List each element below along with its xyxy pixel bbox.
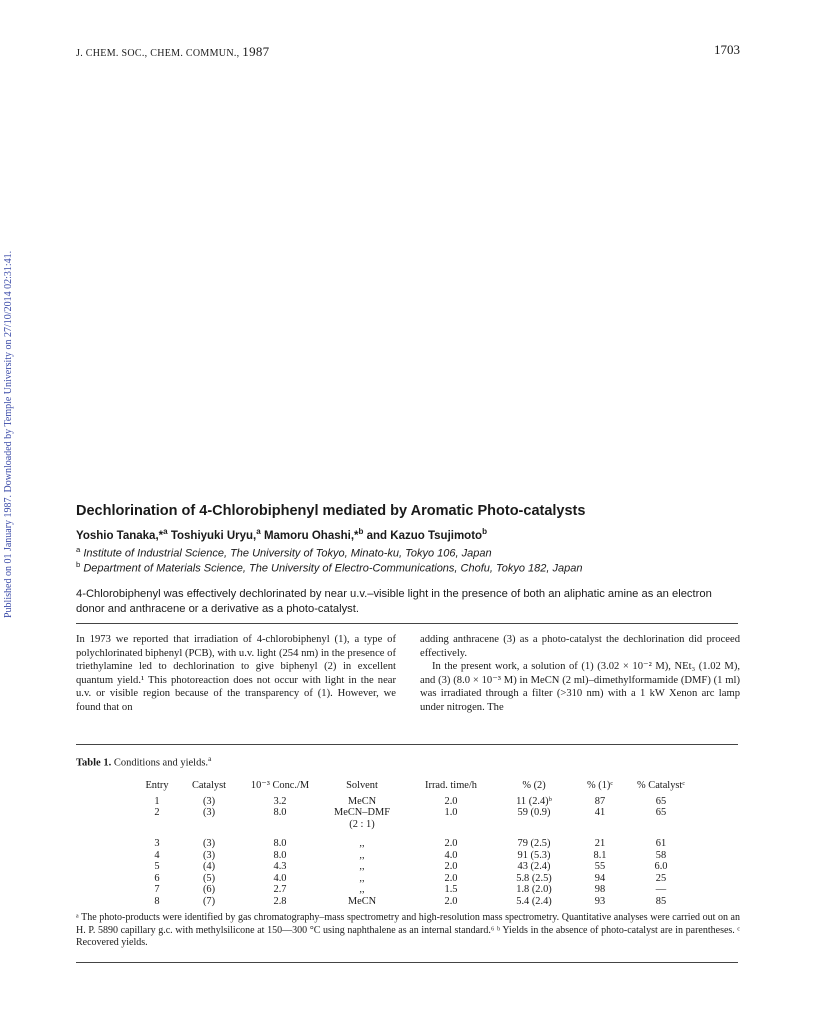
cell: (7)	[202, 895, 216, 907]
body-paragraph: In the present work, a solution of (1) (3.02 × 10⁻² M), NEt₃ (1.02 M), and (3) (8.0 × 10⁻³ M) in MeCN (2 ml)–dimethylformamide (DMF) (1 ml) was irradiated through a filter (>310 nm) with a 1 kW Xenon arc lamp under nitrogen. The	[420, 661, 740, 713]
affiliation-text: Institute of Industrial Science, The University of Tokyo, Minato-ku, Tokyo 106, Japan	[83, 547, 492, 560]
cell: 94	[594, 872, 606, 884]
cell: ,,	[359, 838, 365, 849]
cell: 2.0	[444, 872, 458, 884]
cell: 2.0	[444, 838, 458, 849]
author-affil-mark: a	[163, 527, 168, 536]
table-row	[140, 873, 696, 885]
cell: 91 (5.3)	[517, 849, 551, 861]
cell: 79 (2.5)	[517, 838, 551, 849]
cell: 59 (0.9)	[517, 807, 551, 818]
cell: 3	[154, 838, 160, 849]
cell: 41	[594, 807, 606, 818]
cell: 2.0	[444, 861, 458, 872]
cell: 1.0	[444, 807, 458, 818]
affiliation-text: Department of Materials Science, The University of Electro-Communications, Chofu, Tokyo 182, Japan	[83, 562, 583, 575]
abstract: 4-Chlorobiphenyl was effectively dechlorinated by near u.v.–visible light in the presence of both an aliphatic amine as an electron donor and anthracene or a derivative as a photo-catalyst.	[76, 588, 712, 615]
cell: MeCN–DMF	[333, 807, 390, 818]
cell: MeCN	[347, 795, 377, 807]
table-header-row	[140, 780, 696, 796]
col-header-conc: 10⁻³ Conc./M	[250, 780, 310, 791]
author-list	[76, 527, 487, 542]
cell: 8.0	[273, 838, 287, 849]
cell: 6	[154, 872, 160, 884]
journal-header	[76, 44, 269, 60]
cell	[494, 819, 574, 831]
cell: 2.0	[444, 795, 458, 807]
cell: 4	[154, 849, 160, 861]
author-affil-mark: b	[358, 527, 364, 536]
affiliation-a	[76, 545, 492, 560]
cell: ,,	[359, 872, 365, 884]
cell: (3)	[202, 795, 216, 807]
cell: 8	[154, 895, 160, 907]
cell: 2.8	[273, 895, 287, 907]
cell: 3.2	[273, 795, 287, 807]
cell: 2	[154, 807, 160, 818]
affiliation-mark: a	[76, 545, 81, 554]
cell: 11 (2.4)ᵇ	[516, 795, 552, 807]
cell: 25	[655, 872, 667, 884]
cell: 8.0	[273, 849, 287, 861]
cell: 65	[655, 795, 667, 807]
divider	[76, 623, 738, 624]
author-name: Kazuo Tsujimoto	[390, 529, 483, 542]
cell	[244, 819, 316, 831]
col-header-yield-2: % (2)	[522, 780, 546, 791]
affiliation-b	[76, 560, 582, 575]
cell: 93	[594, 895, 606, 907]
cell: 65	[655, 807, 667, 818]
cell	[140, 819, 174, 831]
table-row	[140, 896, 696, 908]
table-caption-text: Conditions and yields.	[113, 757, 209, 769]
cell: 5.8 (2.5)	[516, 872, 552, 884]
page-number: 1703	[714, 42, 740, 57]
cell: 1.8 (2.0)	[516, 884, 552, 895]
cell: —	[655, 884, 667, 895]
cell: 2.7	[273, 884, 287, 895]
body-column-left	[76, 633, 396, 715]
cell: (3)	[202, 838, 216, 849]
cell	[626, 819, 696, 831]
cell	[574, 819, 626, 831]
author-name: Mamoru Ohashi,*	[263, 529, 359, 542]
author-affil-mark: a	[256, 527, 261, 536]
journal-name: J. CHEM. SOC., CHEM. COMMUN.,	[76, 48, 240, 59]
cell: (4)	[202, 861, 216, 872]
col-header-solvent: Solvent	[346, 780, 378, 791]
table-caption	[76, 754, 211, 769]
author-name: Toshiyuki Uryu,	[170, 529, 257, 542]
table-row	[140, 850, 696, 862]
cell: 87	[594, 795, 606, 807]
article-title: Dechlorination of 4-Chlorobiphenyl mediated by Aromatic Photo-catalysts	[76, 503, 586, 519]
cell: ,,	[359, 861, 365, 872]
cell: (2 : 1)	[349, 818, 375, 830]
cell: 6.0	[654, 861, 668, 872]
cell: ,,	[359, 884, 365, 895]
spacer-cell	[140, 830, 696, 838]
journal-year: 1987	[242, 44, 270, 59]
table-spacer-row	[140, 830, 696, 838]
cell: 61	[655, 838, 667, 849]
cell	[408, 819, 494, 831]
body-column-right	[420, 633, 740, 715]
col-header-entry: Entry	[145, 780, 169, 791]
table-row	[140, 884, 696, 896]
table-row	[140, 838, 696, 850]
download-watermark[interactable]: Published on 01 January 1987. Downloaded by Temple University on 27/10/2014 02:31:41.	[3, 250, 14, 618]
cell: (5)	[202, 872, 216, 884]
results-table	[140, 780, 696, 907]
cell: 55	[594, 861, 606, 872]
cell: 8.1	[593, 849, 607, 861]
body-paragraph: adding anthracene (3) as a photo-catalyst the dechlorination did proceed effectively.	[420, 634, 740, 659]
body-paragraph: In 1973 we reported that irradiation of 4-chlorobiphenyl (1), a type of polychlorinated biphenyl (PCB), with u.v. light (254 nm) in the presence of triethylamine led to dechlorination to give biphenyl (2) in excellent quantum yield.¹ This photoreaction does not occur with light in the near u.v. or visible region because of the transparency of (1). However, we found that on	[76, 634, 396, 713]
cell: 1	[154, 795, 160, 807]
cell: 2.0	[444, 895, 458, 907]
table-row	[140, 796, 696, 808]
cell: 4.0	[444, 849, 458, 861]
cell: 58	[655, 849, 667, 861]
author-affil-mark: b	[482, 527, 487, 536]
cell: 21	[594, 838, 606, 849]
table-caption-footnote-mark: a	[208, 754, 212, 763]
divider	[76, 744, 738, 745]
col-header-catalyst: Catalyst	[191, 780, 227, 791]
cell: 5	[154, 861, 160, 872]
cell: (3)	[202, 807, 216, 818]
divider	[76, 962, 738, 963]
table-row	[140, 819, 696, 831]
cell: 85	[655, 895, 667, 907]
cell: 1.5	[444, 884, 458, 895]
table-label: Table 1.	[76, 757, 112, 769]
cell: 43 (2.4)	[517, 861, 551, 872]
cell: (6)	[202, 884, 216, 895]
col-header-irrad-time: Irrad. time/h	[425, 780, 477, 791]
cell: 98	[594, 884, 606, 895]
cell	[174, 819, 244, 831]
author-name: Yoshio Tanaka,*	[76, 529, 164, 542]
table-footnote: ᵃ The photo-products were identified by gas chromatography–mass spectrometry and high-resolution mass spectrometry. Quantitative analyses were carried out on an H. P. 5890 capillary g.c. with methylsilicone at 150—300 °C using naphthalene as an internal standard.⁶ ᵇ Yields in the absence of photo-catalyst are in parentheses. ᶜ Recovered yields.	[76, 912, 740, 948]
col-header-yield-1: % (1)ᶜ	[586, 780, 614, 791]
table-row	[140, 861, 696, 873]
cell: 4.0	[273, 872, 287, 884]
cell: 8.0	[273, 807, 287, 818]
table-row	[140, 807, 696, 819]
author-separator: and	[363, 529, 391, 542]
col-header-yield-catalyst: % Catalystᶜ	[637, 780, 685, 791]
cell: (3)	[202, 849, 216, 861]
cell: 7	[154, 884, 160, 895]
cell: MeCN	[347, 895, 377, 907]
cell: ,,	[359, 849, 365, 861]
cell: 4.3	[273, 861, 287, 872]
affiliation-mark: b	[76, 560, 81, 569]
cell: 5.4 (2.4)	[516, 895, 552, 907]
